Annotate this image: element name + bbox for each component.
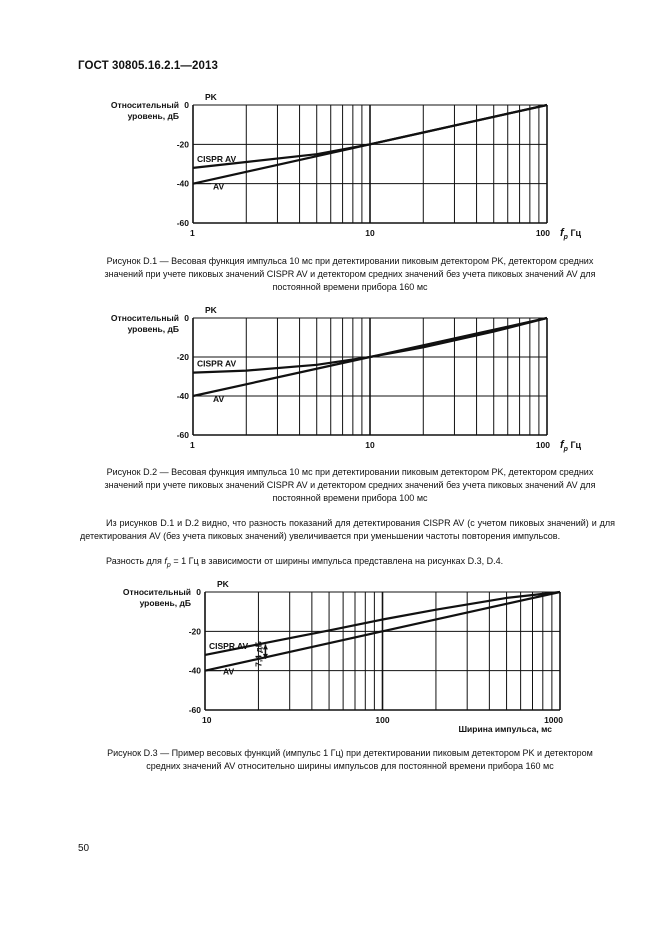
x-tick-label: 100	[375, 715, 390, 725]
y-axis-label: уровень, дБ	[127, 111, 179, 121]
body-paragraph-2	[106, 555, 503, 572]
series-label-av: AV	[223, 666, 235, 677]
figure-caption-d2: Рисунок D.2 — Весовая функция импульса 10 мс при детектировании пиковым детектором PK, детектором средних значений при учете пиковых значений CISPR AV и детектором средних значений без учета пиковых значений AV для постоянной времени прибора 100 мс	[104, 467, 596, 503]
x-tick-label: 1	[190, 440, 195, 450]
series-label-cispr-av: CISPR AV	[209, 640, 249, 651]
y-axis-label: Относительный	[110, 313, 179, 323]
body-paragraph	[80, 517, 615, 543]
x-tick-label: 1000	[544, 715, 563, 725]
y-axis-label: Относительный	[122, 587, 191, 597]
x-tick-label: 1	[190, 228, 195, 238]
peak-label: PK	[205, 92, 217, 102]
y-tick-label: -40	[176, 178, 189, 189]
y-tick-label: 0	[184, 313, 189, 323]
x-axis-label: $f_p$ Гц	[560, 439, 582, 453]
paragraph-2-after: = 1 Гц в зависимости от ширины импульса представлена на рисунках D.3, D.4.	[170, 556, 504, 566]
y-tick-label: 0	[184, 100, 189, 110]
y-axis-label: уровень, дБ	[139, 598, 191, 608]
y-tick-label: -20	[176, 352, 189, 362]
paragraph-2-subscript: p	[166, 561, 171, 569]
y-tick-label: -40	[188, 665, 201, 676]
page-header: ГОСТ 30805.16.2.1—2013	[78, 60, 218, 72]
series-label-av: AV	[213, 394, 225, 404]
y-axis-label: уровень, дБ	[127, 324, 179, 334]
series-label-cispr-av: CISPR AV	[197, 358, 237, 369]
annotation-label: 7,4 дБ	[253, 641, 264, 667]
annotation-arrow-top	[263, 644, 268, 649]
x-axis-label: Ширина импульса, мс	[458, 724, 552, 734]
x-tick-label: 10	[365, 440, 375, 450]
figure-caption-d1: Рисунок D.1 — Весовая функция импульса 10 мс при детектировании пиковым детектором PK, детектором средних значений при учете пиковых значений CISPR AV и детектором средних значений без учета пиковых значений AV для постоянной времени прибора 160 мс	[104, 256, 596, 292]
series-label-av: AV	[213, 181, 225, 192]
figure-caption-d3: Рисунок D.3 — Пример весовых функций (импульс 1 Гц) при детектировании пиковым детектором PK и детектором средних значений AV относительно ширины импульсов для постоянной времени прибора 160 мс	[107, 748, 593, 771]
paragraph-2-symbol: f	[164, 556, 167, 566]
x-tick-label: 10	[202, 715, 212, 725]
x-tick-label: 100	[535, 228, 550, 238]
y-tick-label: -60	[188, 705, 201, 715]
y-tick-label: -20	[176, 139, 189, 150]
y-tick-label: -40	[176, 391, 189, 401]
peak-label: PK	[205, 305, 217, 315]
y-tick-label: -20	[188, 626, 201, 637]
x-tick-label: 10	[365, 228, 375, 238]
y-tick-label: -60	[176, 218, 189, 228]
paragraph-2-before: Разность для	[106, 556, 165, 566]
x-axis-label: $f_p$ Гц	[560, 227, 582, 241]
series-label-cispr-av: CISPR AV	[197, 153, 237, 164]
page-number: 50	[78, 843, 90, 854]
peak-label: PK	[217, 579, 229, 589]
y-tick-label: -60	[176, 430, 189, 440]
y-tick-label: 0	[196, 587, 201, 597]
x-tick-label: 100	[535, 440, 550, 450]
y-axis-label: Относительный	[110, 100, 179, 110]
body-paragraph-text: Из рисунков D.1 и D.2 видно, что разность показаний для детектирования CISPR AV (с учетом пиковых значений) и для детектирования AV (без учета пиковых значений) увеличивается при уменьшении частоты повторения импульсов.	[80, 518, 615, 541]
